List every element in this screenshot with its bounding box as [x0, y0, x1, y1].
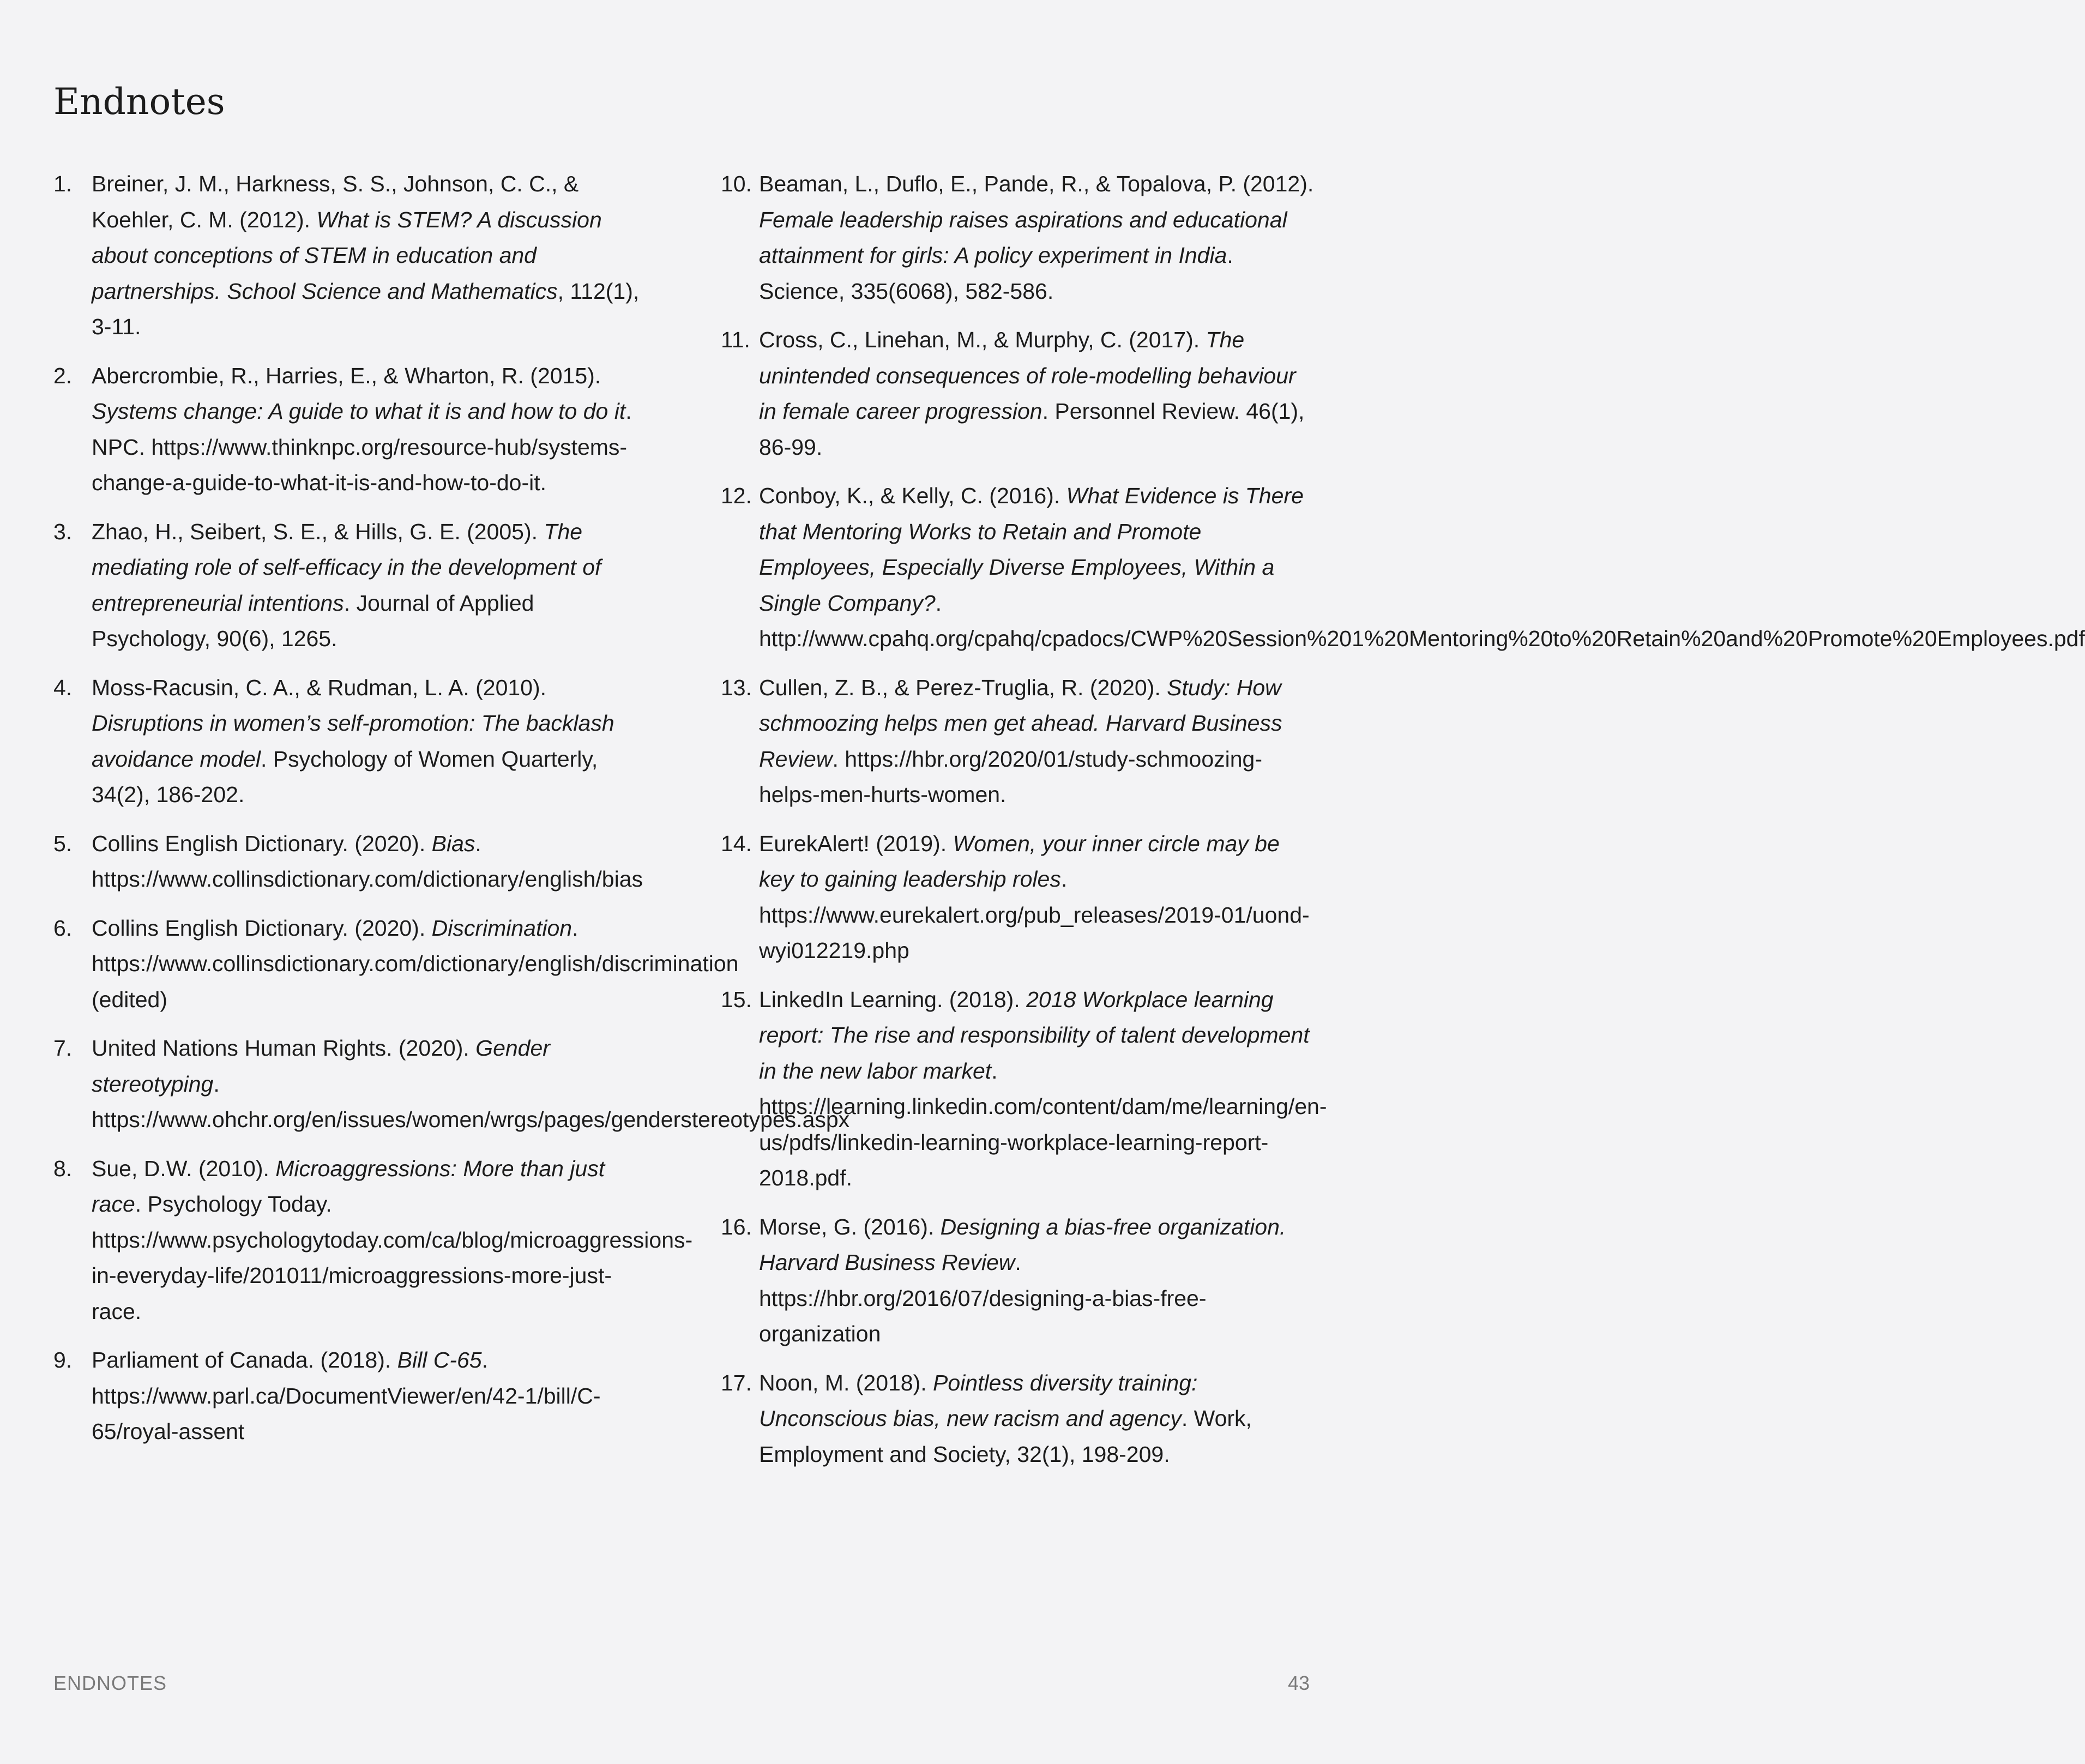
endnote-authors: Sue, D.W. (2010).	[92, 1155, 276, 1181]
endnote-authors: Abercrombie, R., Harries, E., & Wharton, R. (2015).	[92, 363, 601, 388]
endnote-authors: Cross, C., Linehan, M., & Murphy, C. (2017).	[759, 327, 1206, 352]
endnote-source: . Psychology of Women Quarterly, 34(2), 186-202.	[92, 746, 598, 807]
endnote-authors: Conboy, K., & Kelly, C. (2016).	[759, 483, 1066, 508]
endnote-15	[721, 982, 1327, 1196]
endnote-authors: Collins English Dictionary. (2020).	[92, 830, 432, 856]
endnote-title: The unintended consequences of role-modelling behaviour in female career progression	[759, 327, 1296, 424]
endnote-source: . https://www.collinsdictionary.com/dictionary/english/bias	[92, 830, 643, 892]
endnote-title: 2018 Workplace learning report: The rise and responsibility of talent development in the new labor market	[759, 986, 1310, 1083]
endnote-number: 14.	[721, 830, 752, 856]
endnote-title: Bias	[431, 830, 475, 856]
endnote-13	[721, 670, 1315, 813]
endnote-1	[53, 166, 642, 345]
endnote-authors: Morse, G. (2016).	[759, 1214, 941, 1239]
endnote-authors: Moss-Racusin, C. A., & Rudman, L. A. (2010).	[92, 675, 547, 700]
endnote-title: Microaggressions: More than just race	[92, 1155, 605, 1217]
endnote-16	[721, 1209, 1315, 1352]
endnote-number: 10.	[721, 171, 752, 196]
endnote-authors: Parliament of Canada. (2018).	[92, 1347, 397, 1372]
endnotes-list-right	[721, 166, 2085, 1485]
endnote-title: The mediating role of self-efficacy in the development of entrepreneurial intentions	[92, 519, 601, 616]
endnote-number: 1.	[53, 171, 73, 196]
endnote-title: Gender stereotyping	[92, 1035, 550, 1097]
endnote-title: Female leadership raises aspirations and educational attainment for girls: A policy experiment in India	[759, 207, 1287, 268]
endnote-authors: Collins English Dictionary. (2020).	[92, 915, 432, 941]
endnote-source: . NPC. https://www.thinknpc.org/resource-hub/systems-change-a-guide-to-what-it-is-and-how-to-do-it.	[92, 399, 632, 495]
endnote-5	[53, 826, 642, 898]
endnote-3	[53, 514, 642, 657]
endnote-number: 8.	[53, 1155, 73, 1181]
endnote-4	[53, 670, 642, 813]
endnote-12	[721, 478, 2085, 657]
endnote-source: , 112(1), 3-11.	[92, 278, 640, 339]
endnote-number: 2.	[53, 363, 73, 388]
endnote-source: . Journal of Applied Psychology, 90(6), 1265.	[92, 590, 534, 651]
endnote-authors: Cullen, Z. B., & Perez-Truglia, R. (2020).	[759, 675, 1167, 700]
endnote-17	[721, 1365, 1315, 1473]
footer-page-number: 43	[1287, 1672, 1310, 1694]
endnote-number: 7.	[53, 1035, 73, 1061]
footer-section-label: ENDNOTES	[53, 1672, 167, 1694]
endnote-source: . https://www.eurekalert.org/pub_releases/2019-01/uond-wyi012219.php	[759, 866, 1310, 963]
endnote-number: 4.	[53, 675, 73, 700]
endnote-title: Discrimination	[431, 915, 573, 941]
endnote-number: 6.	[53, 915, 73, 941]
endnote-title: What is STEM? A discussion about conceptions of STEM in education and partnerships. School Science and Mathematics	[92, 207, 602, 304]
endnote-number: 13.	[721, 675, 752, 700]
endnote-title: Systems change: A guide to what it is and how to do it	[92, 399, 626, 424]
endnote-title: Study: How schmoozing helps men get ahead. Harvard Business Review	[759, 675, 1282, 772]
endnote-authors: Beaman, L., Duflo, E., Pande, R., & Topalova, P. (2012).	[759, 171, 1314, 196]
endnote-2	[53, 358, 642, 501]
endnote-authors: EurekAlert! (2019).	[759, 830, 953, 856]
endnote-source: . Personnel Review. 46(1), 86-99.	[759, 399, 1305, 460]
endnote-title: Disruptions in women’s self-promotion: The backlash avoidance model	[92, 711, 614, 772]
endnote-title: Women, your inner circle may be key to gaining leadership roles	[759, 830, 1280, 892]
endnote-number: 5.	[53, 830, 73, 856]
endnote-source: . Work, Employment and Society, 32(1), 198-209.	[759, 1406, 1252, 1467]
endnote-title: What Evidence is There that Mentoring Works to Retain and Promote Employees, Especially Diverse Employees, Within a Single Company?	[759, 483, 1304, 616]
endnote-7	[53, 1031, 850, 1138]
endnote-source: . https://www.collinsdictionary.com/dictionary/english/discrimination (edited)	[92, 915, 739, 1012]
endnote-authors: United Nations Human Rights. (2020).	[92, 1035, 476, 1061]
endnote-source: . Science, 335(6068), 582-586.	[759, 243, 1233, 304]
endnote-title: Designing a bias-free organization. Harvard Business Review	[759, 1214, 1286, 1275]
endnote-number: 16.	[721, 1214, 752, 1239]
endnote-title: Bill C-65	[397, 1347, 482, 1372]
endnote-9	[53, 1342, 642, 1450]
endnote-authors: Noon, M. (2018).	[759, 1370, 933, 1395]
endnote-14	[721, 826, 1315, 969]
endnote-source: . https://learning.linkedin.com/content/dam/me/learning/en-us/pdfs/linkedin-learning-workplace-learning-report-2018.pdf.	[759, 1058, 1327, 1190]
endnote-source: . https://www.parl.ca/DocumentViewer/en/42-1/bill/C-65/royal-assent	[92, 1347, 601, 1444]
endnote-number: 9.	[53, 1347, 73, 1372]
endnote-source: . http://www.cpahq.org/cpahq/cpadocs/CWP%20Session%201%20Mentoring%20to%20Retain%20and%20Promote%20Employees.pdf	[759, 590, 2085, 651]
endnote-source: . https://www.ohchr.org/en/issues/women/wrgs/pages/genderstereotypes.aspx	[92, 1071, 850, 1132]
endnote-title: Pointless diversity training: Unconscious bias, new racism and agency	[759, 1370, 1198, 1431]
endnote-10	[721, 166, 1315, 309]
endnote-authors: Breiner, J. M., Harkness, S. S., Johnson, C. C., & Koehler, C. M. (2012).	[92, 171, 579, 232]
endnote-source: . https://hbr.org/2016/07/designing-a-bias-free-organization	[759, 1250, 1207, 1346]
endnote-11	[721, 322, 1315, 465]
endnote-number: 3.	[53, 519, 73, 544]
endnote-authors: Zhao, H., Seibert, S. E., & Hills, G. E. (2005).	[92, 519, 544, 544]
endnote-number: 12.	[721, 483, 752, 508]
endnote-authors: LinkedIn Learning. (2018).	[759, 986, 1027, 1012]
endnote-source: . Psychology Today. https://www.psychologytoday.com/ca/blog/microaggressions-in-everyday-life/201011/microaggressions-more-just-race.	[92, 1191, 693, 1324]
endnote-number: 15.	[721, 986, 752, 1012]
endnote-number: 17.	[721, 1370, 752, 1395]
endnote-number: 11.	[721, 327, 750, 352]
endnote-source: . https://hbr.org/2020/01/study-schmoozing-helps-men-hurts-women.	[759, 746, 1262, 807]
page-title: Endnotes	[53, 81, 225, 123]
endnote-8	[53, 1151, 693, 1330]
